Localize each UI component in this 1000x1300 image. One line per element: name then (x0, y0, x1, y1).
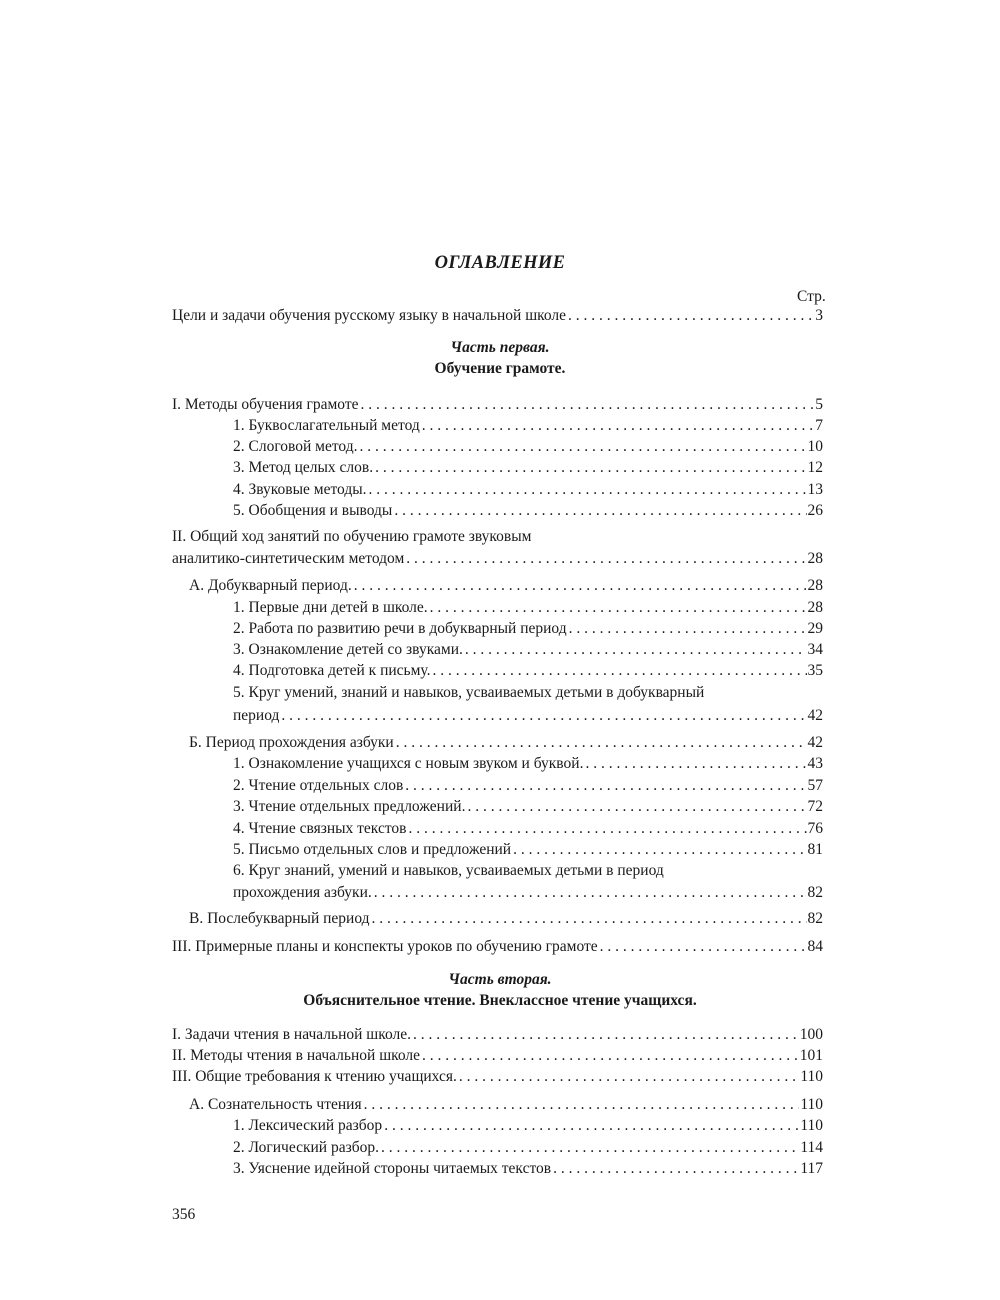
toc-entry-text: I. Методы обучения грамоте (172, 396, 359, 413)
toc-entry-item (233, 619, 823, 639)
toc-entry-text: Цели и задачи обучения русскому языку в начальной школе (172, 307, 567, 324)
toc-entry-section-2 (172, 549, 823, 569)
toc-entry-item (233, 754, 823, 774)
toc-entry-text: В. Послебукварный период (189, 910, 370, 927)
toc-entry-text: А. Сознательность чтения (189, 1096, 362, 1113)
toc-entry-text: I. Задачи чтения в начальной школе. (172, 1026, 412, 1043)
toc-entry-text: 3. Ознакомление детей со звуками. (233, 641, 463, 658)
toc-leader-dots (382, 1116, 799, 1136)
toc-leader-dots (411, 1025, 799, 1045)
toc-entry-text: период (233, 707, 280, 724)
toc-entry-text: 3. Чтение отдельных предложений. (233, 798, 466, 815)
toc-entry-section-2-line1: II. Общий ход занятий по обучению грамоте звуковым (172, 528, 532, 545)
toc-entry-text: прохождения азбуки. (233, 884, 372, 901)
toc-entry-item (233, 416, 823, 436)
toc-leader-dots (457, 1067, 799, 1087)
toc-entry-page: 110 (800, 1117, 823, 1134)
toc-leader-dots (431, 661, 807, 681)
toc-entry-page: 72 (807, 798, 823, 815)
toc-leader-dots (358, 437, 807, 457)
toc-entry-item (233, 1159, 823, 1179)
toc-entry-page: 28 (807, 577, 823, 594)
toc-leader-dots (583, 754, 806, 774)
part-one-label: Часть первая. (450, 339, 550, 356)
toc-entry-item (233, 437, 823, 457)
toc-entry-item (233, 480, 823, 500)
toc-entry-page: 82 (807, 884, 823, 901)
toc-entry-page: 57 (807, 777, 823, 794)
toc-entry-page: 43 (807, 755, 823, 772)
toc-entry-subsection-a (189, 1095, 823, 1115)
toc-entry-text: 3. Метод целых слов. (233, 459, 374, 476)
toc-entry-item (233, 598, 823, 618)
toc-leader-dots (373, 458, 806, 478)
toc-entry-text: 1. Буквослагательный метод (233, 417, 420, 434)
toc-entry-text: 5. Письмо отдельных слов и предложений (233, 841, 512, 858)
toc-entry-text: III. Примерные планы и конспекты уроков по обучению грамоте (172, 938, 598, 955)
toc-leader-dots (511, 840, 806, 860)
toc-entry-text: 1. Лексический разбор (233, 1117, 383, 1134)
toc-entry-item (233, 501, 823, 521)
part-two-label: Часть вторая. (448, 971, 552, 988)
toc-entry-page: 100 (799, 1026, 823, 1043)
toc-entry-text: 5. Обобщения и выводы (233, 502, 393, 519)
toc-leader-dots (428, 598, 807, 618)
toc-entry-item (233, 458, 823, 478)
toc-entry-page: 5 (815, 396, 823, 413)
toc-leader-dots (465, 797, 806, 817)
toc-entry-item-line1: 5. Круг умений, знаний и навыков, усваиваемых детьми в добукварный (233, 684, 705, 701)
toc-leader-dots (394, 733, 807, 753)
toc-entry-item (233, 840, 823, 860)
toc-leader-dots (279, 706, 806, 726)
toc-entry-page: 34 (807, 641, 823, 658)
toc-leader-dots (379, 1138, 799, 1158)
toc-entry-section (172, 1067, 823, 1087)
toc-entry-text: аналитико-синтетическим методом (172, 550, 405, 567)
page-number: 356 (172, 1206, 196, 1223)
toc-entry-page: 110 (800, 1068, 823, 1085)
toc-entry-page: 84 (807, 938, 823, 955)
page-column-label: Стр. (797, 288, 826, 305)
toc-entry-text: 2. Слоговой метод. (233, 438, 358, 455)
toc-leader-dots (392, 501, 806, 521)
part-two-title: Объяснительное чтение. Внеклассное чтение учащихся. (303, 992, 697, 1009)
toc-leader-dots (420, 1046, 799, 1066)
toc-entry-page: 28 (807, 599, 823, 616)
toc-entry-intro (172, 306, 823, 326)
toc-entry-text: 4. Звуковые методы. (233, 481, 367, 498)
toc-entry-item (233, 883, 823, 903)
toc-entry-text: 2. Работа по развитию речи в добукварный период (233, 620, 567, 637)
toc-entry-text: 4. Чтение связных текстов (233, 820, 407, 837)
toc-leader-dots (352, 576, 807, 596)
toc-entry-item (233, 640, 823, 660)
toc-entry-item (233, 797, 823, 817)
toc-leader-dots (370, 909, 807, 929)
toc-entry-text: II. Методы чтения в начальной школе (172, 1047, 421, 1064)
toc-leader-dots (566, 306, 814, 326)
toc-entry-text: Б. Период прохождения азбуки (189, 734, 394, 751)
toc-entry-subsection-b (189, 733, 823, 753)
toc-entry-page: 42 (807, 707, 823, 724)
page-title: ОГЛАВЛЕНИЕ (434, 253, 566, 273)
toc-entry-item (233, 819, 823, 839)
toc-entry-section-1 (172, 395, 823, 415)
toc-leader-dots (404, 549, 806, 569)
toc-entry-text: А. Добукварный период. (189, 577, 352, 594)
toc-leader-dots (551, 1159, 799, 1179)
toc-leader-dots (362, 1095, 800, 1115)
toc-entry-item (233, 776, 823, 796)
toc-entry-page: 82 (807, 910, 823, 927)
toc-entry-page: 110 (800, 1096, 823, 1113)
toc-leader-dots (403, 776, 806, 796)
toc-entry-page: 28 (807, 550, 823, 567)
toc-leader-dots (463, 640, 807, 660)
toc-leader-dots (567, 619, 807, 639)
toc-entry-page: 114 (800, 1139, 823, 1156)
toc-leader-dots (406, 819, 806, 839)
toc-entry-item (233, 706, 823, 726)
toc-entry-text: 2. Чтение отдельных слов (233, 777, 404, 794)
toc-entry-text: 1. Ознакомление учащихся с новым звуком и буквой. (233, 755, 584, 772)
toc-entry-subsection-v (189, 909, 823, 929)
toc-leader-dots (358, 395, 814, 415)
toc-leader-dots (598, 937, 807, 957)
toc-leader-dots (420, 416, 814, 436)
toc-entry-text: 2. Логический разбор. (233, 1139, 379, 1156)
toc-entry-page: 3 (815, 307, 823, 324)
toc-entry-page: 13 (807, 481, 823, 498)
toc-entry-text: 3. Уяснение идейной стороны читаемых текстов (233, 1160, 552, 1177)
toc-entry-text: 4. Подготовка детей к письму. (233, 662, 431, 679)
toc-entry-item-line1: 6. Круг знаний, умений и навыков, усваиваемых детьми в период (233, 862, 664, 879)
part-one-title: Обучение грамоте. (434, 360, 566, 377)
toc-entry-page: 76 (807, 820, 823, 837)
toc-leader-dots (372, 883, 807, 903)
toc-entry-page: 12 (807, 459, 823, 476)
toc-entry-page: 101 (799, 1047, 823, 1064)
toc-entry-section (172, 1046, 823, 1066)
toc-leader-dots (367, 480, 807, 500)
toc-entry-page: 117 (800, 1160, 823, 1177)
toc-entry-subsection-a (189, 576, 823, 596)
toc-entry-item (233, 661, 823, 681)
toc-entry-page: 81 (807, 841, 823, 858)
toc-entry-item (233, 1138, 823, 1158)
toc-entry-page: 10 (807, 438, 823, 455)
toc-entry-page: 26 (807, 502, 823, 519)
toc-entry-page: 29 (807, 620, 823, 637)
toc-entry-page: 35 (807, 662, 823, 679)
toc-entry-section-3 (172, 937, 823, 957)
toc-entry-page: 7 (815, 417, 823, 434)
toc-entry-text: III. Общие требования к чтению учащихся. (172, 1068, 457, 1085)
toc-entry-item (233, 1116, 823, 1136)
toc-entry-text: 1. Первые дни детей в школе. (233, 599, 428, 616)
toc-entry-section (172, 1025, 823, 1045)
toc-entry-page: 42 (807, 734, 823, 751)
